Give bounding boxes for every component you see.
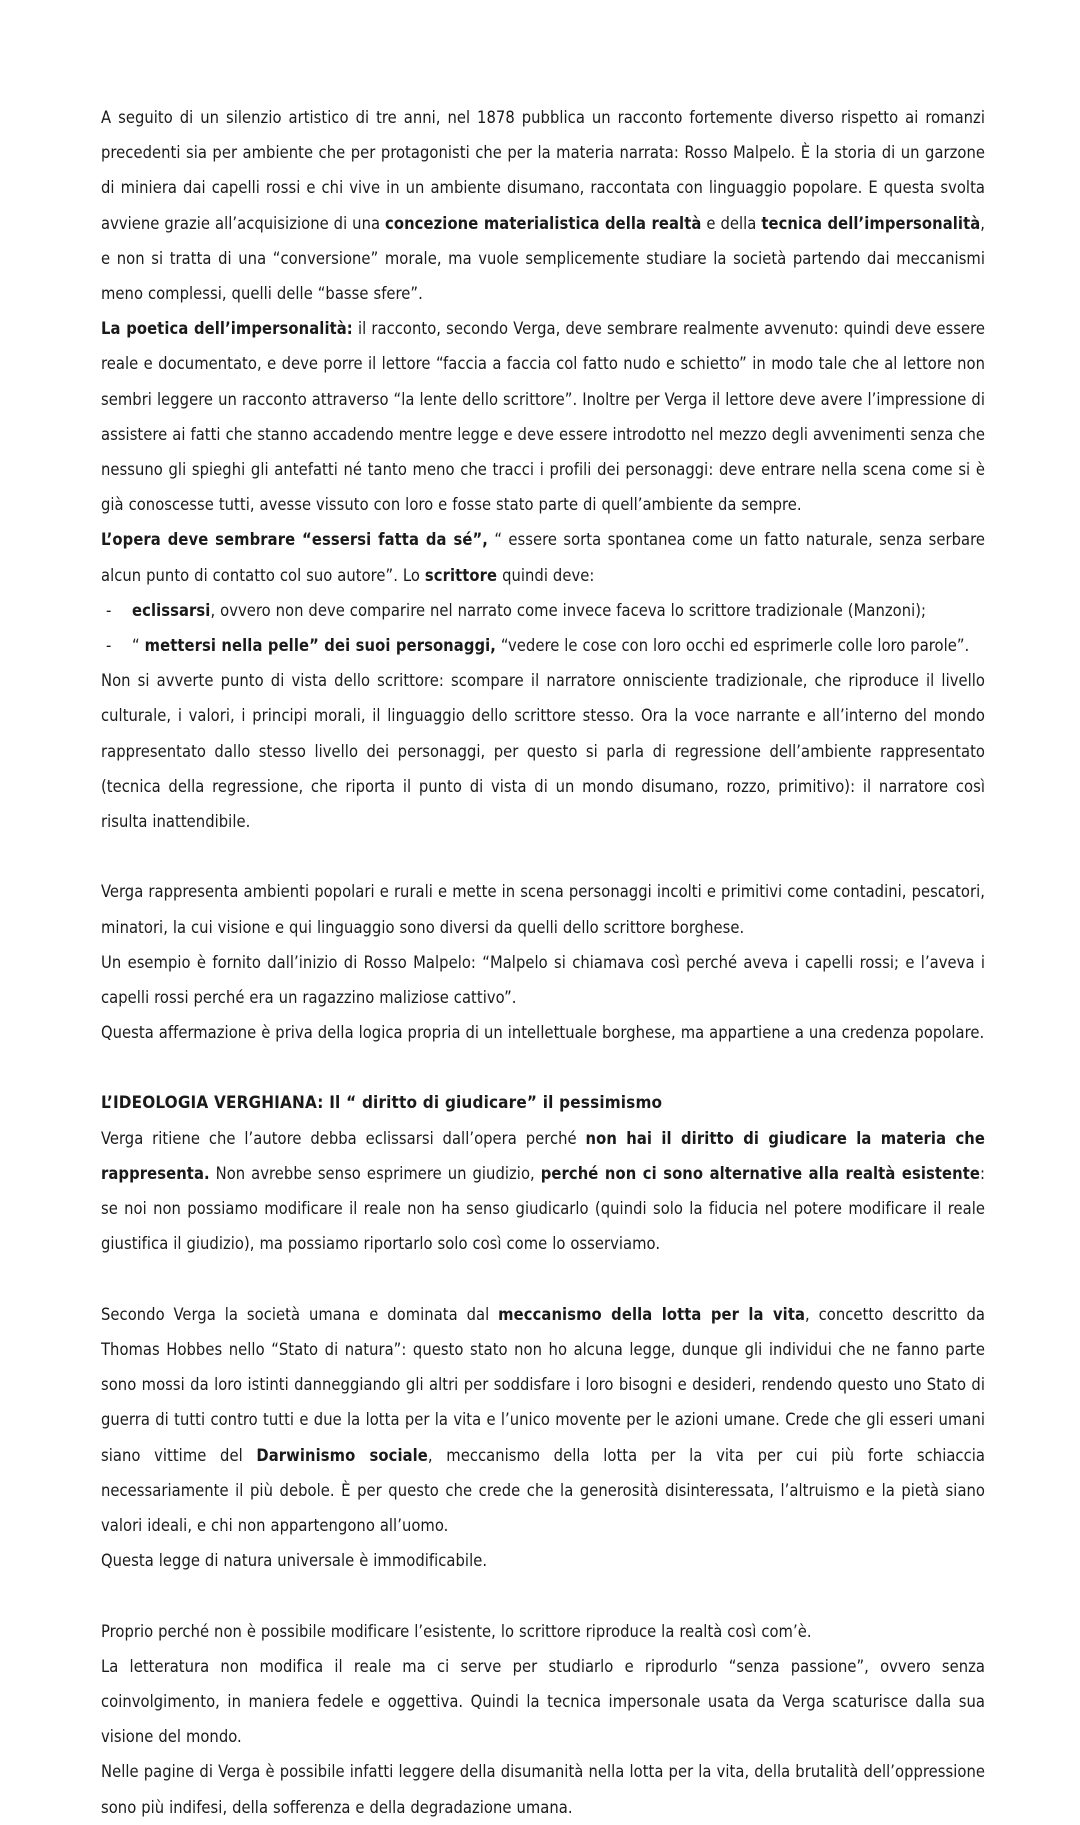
- emphasis-run: La poetica dell’impersonalità:: [101, 319, 353, 339]
- emphasis-run: meccanismo della lotta per la vita: [498, 1304, 806, 1324]
- paragraph-lotta-per-la-vita: [101, 1297, 985, 1543]
- bullet-dash-icon: -: [106, 636, 112, 656]
- text-run: e della: [701, 213, 762, 233]
- paragraph-poetica-impersonalita: [101, 311, 985, 522]
- paragraph-opera-fatta-da-se: [101, 522, 985, 592]
- text-run: Questa legge di natura universale è immodificabile.: [101, 1551, 488, 1571]
- text-run: Verga ritiene che l’autore debba eclissarsi dall’opera perché: [101, 1128, 586, 1148]
- text-run: Proprio perché non è possibile modificare l’esistente, lo scrittore riproduce la realtà così com’è.: [101, 1621, 812, 1641]
- text-run: La letteratura non modifica il reale ma ci serve per studiarlo e riprodurlo “senza passione”, ovvero senza coinvolgimento, in maniera fedele e oggettiva. Quindi la tecnica impersonale usata da Verga scaturisce dalla sua visione del mondo.: [101, 1656, 985, 1747]
- text-run: “ essere sorta spontanea come un fatto naturale, senza serbare alcun punto di contatto col suo autore”. Lo: [101, 530, 985, 585]
- text-run: Questa affermazione è priva della logica propria di un intellettuale borghese, ma appartiene a una credenza popolare.: [101, 1023, 985, 1043]
- emphasis-run: perché non ci sono alternative alla realtà esistente: [540, 1164, 980, 1184]
- text-run: A seguito di un silenzio artistico di tre anni, nel 1878 pubblica un racconto fortemente diverso rispetto ai romanzi precedenti sia per ambiente che per protagonisti che per la materia narrata: Rosso Malpelo. È la storia di un garzone di miniera dai capelli rossi e chi vive in un ambiente disumano, raccontata con linguaggio popolare. E questa svolta avviene grazie all’acquisizione di una: [101, 108, 985, 233]
- list-item-text: [132, 601, 926, 620]
- text-run: il racconto, secondo Verga, deve sembrare realmente avvenuto: quindi deve essere reale e documentato, e deve porre il lettore “faccia a faccia col fatto nudo e schietto” in modo tale che al lettore non sembri leggere un racconto attraverso “la lente dello scrittore”. Inoltre per Verga il lettore deve avere l’impressione di assistere ai fatti che stanno accadendo mentre legge e deve essere introdotto nel mezzo degli avvenimenti senza che nessuno gli spieghi gli antefatti né tanto meno che tracci i profili dei personaggi: deve entrare nella scena come si è già conoscesse tutti, avesse vissuto con loro e fosse stato parte di quell’ambiente da sempre.: [101, 319, 985, 515]
- text-run: Non si avverte punto di vista dello scrittore: scompare il narratore onnisciente tradizionale, che riproduce il livello culturale, i valori, i principi morali, il linguaggio dello scrittore stesso. Ora la voce narrante e all’interno del mondo rappresentato dallo stesso livello dei personaggi, per questo si parla di regressione dell’ambiente rappresentato (tecnica della regressione, che riporta il punto di vista di un mondo disumano, rozzo, primitivo): il narratore così risulta inattendibile.: [101, 671, 985, 832]
- paragraph-letteratura-senza-passione: [101, 1649, 985, 1755]
- paragraph-gap-2: [101, 1050, 985, 1085]
- list-item-mettersi-nella-pelle: [101, 628, 985, 663]
- paragraph-esempio-malpelo: [101, 945, 985, 1015]
- paragraph-legge-di-natura: [101, 1543, 985, 1578]
- text-run: : se noi non possiamo modificare il reale non ha senso giudicarlo (quindi solo la fiducia nel potere modificare il reale giustifica il giudizio), ma possiamo riportarlo solo così come lo osserviamo.: [101, 1164, 985, 1254]
- emphasis-run: L’opera deve sembrare “essersi fatta da sé”,: [101, 530, 488, 550]
- emphasis-run: mettersi nella pelle” dei suoi personaggi,: [144, 636, 496, 656]
- list-item-eclissarsi: [101, 593, 985, 628]
- paragraph-rosso-malpelo: [101, 100, 985, 311]
- paragraph-diritto-di-giudicare: [101, 1121, 985, 1262]
- text-run: Un esempio è fornito dall’inizio di Rosso Malpelo: “Malpelo si chiamava così perché aveva i capelli rossi; e l’aveva i capelli rossi perché era un ragazzino maliziose cattivo”.: [101, 952, 985, 1008]
- list-scrittore-deve: [101, 593, 985, 663]
- paragraph-regressione: [101, 663, 985, 839]
- emphasis-run: scrittore: [424, 565, 498, 585]
- bullet-dash-icon: -: [106, 600, 112, 620]
- text-run: , concetto descritto da Thomas Hobbes nello “Stato di natura”: questo stato non ho alcuna legge, dunque gli individui che ne fanno parte sono mossi da loro istinti danneggiando gli altri per soddisfare i loro bisogni e desideri, rendendo questo uno Stato di guerra di tutti contro tutti e due la lotta per la vita e l’unico movente per le azioni umane. Crede che gli esseri umani siano vittime del: [101, 1304, 985, 1465]
- text-run: , ovvero non deve comparire nel narrato come invece faceva lo scrittore tradizionale (Manzoni);: [210, 600, 927, 620]
- emphasis-run: concezione materialistica della realtà: [385, 213, 702, 233]
- paragraph-credenza-popolare: [101, 1015, 985, 1050]
- paragraph-gap-4: [101, 1578, 985, 1613]
- text-run: Secondo Verga la società umana e dominata dal: [101, 1304, 499, 1324]
- emphasis-run: Darwinismo sociale: [256, 1445, 428, 1465]
- list-item-text: [132, 636, 969, 655]
- paragraph-gap-1: [101, 839, 985, 874]
- emphasis-run: non hai il diritto di giudicare la materia che rappresenta.: [101, 1128, 986, 1184]
- emphasis-run: eclissarsi: [132, 600, 211, 620]
- document-body: [101, 100, 985, 1825]
- text-run: “vedere le cose con loro occhi ed esprimerle colle loro parole”.: [496, 636, 970, 656]
- text-run: Nelle pagine di Verga è possibile infatti leggere della disumanità nella lotta per la vita, della brutalità dell’oppressione sono più indifesi, della sofferenza e della degradazione umana.: [101, 1762, 985, 1817]
- heading-ideologia-verghiana: L’IDEOLOGIA VERGHIANA: Il “ diritto di giudicare” il pessimismo: [101, 1092, 663, 1113]
- paragraph-pagine-di-verga: [101, 1754, 985, 1824]
- text-run: quindi deve:: [497, 565, 595, 585]
- paragraph-gap-3: [101, 1262, 985, 1297]
- text-run: , meccanismo della lotta per la vita per cui più forte schiaccia necessariamente il più debole. È per questo che crede che la generosità disinteressata, l’altruismo e la pietà siano valori ideali, e chi non appartengono all’uomo.: [101, 1445, 985, 1536]
- text-run: “: [132, 636, 145, 656]
- paragraph-riproduce-realta: [101, 1614, 985, 1649]
- text-run: Non avrebbe senso esprimere un giudizio,: [209, 1164, 541, 1184]
- text-run: , e non si tratta di una “conversione” morale, ma vuole semplicemente studiare la società partendo dai meccanismi meno complessi, quelli delle “basse sfere”.: [101, 213, 985, 304]
- text-run: Verga rappresenta ambienti popolari e rurali e mette in scena personaggi incolti e primitivi come contadini, pescatori, minatori, la cui visione e qui linguaggio sono diversi da quelli dello scrittore borghese.: [101, 882, 985, 937]
- paragraph-ambienti-popolari: [101, 874, 985, 944]
- emphasis-run: tecnica dell’impersonalità: [761, 213, 981, 233]
